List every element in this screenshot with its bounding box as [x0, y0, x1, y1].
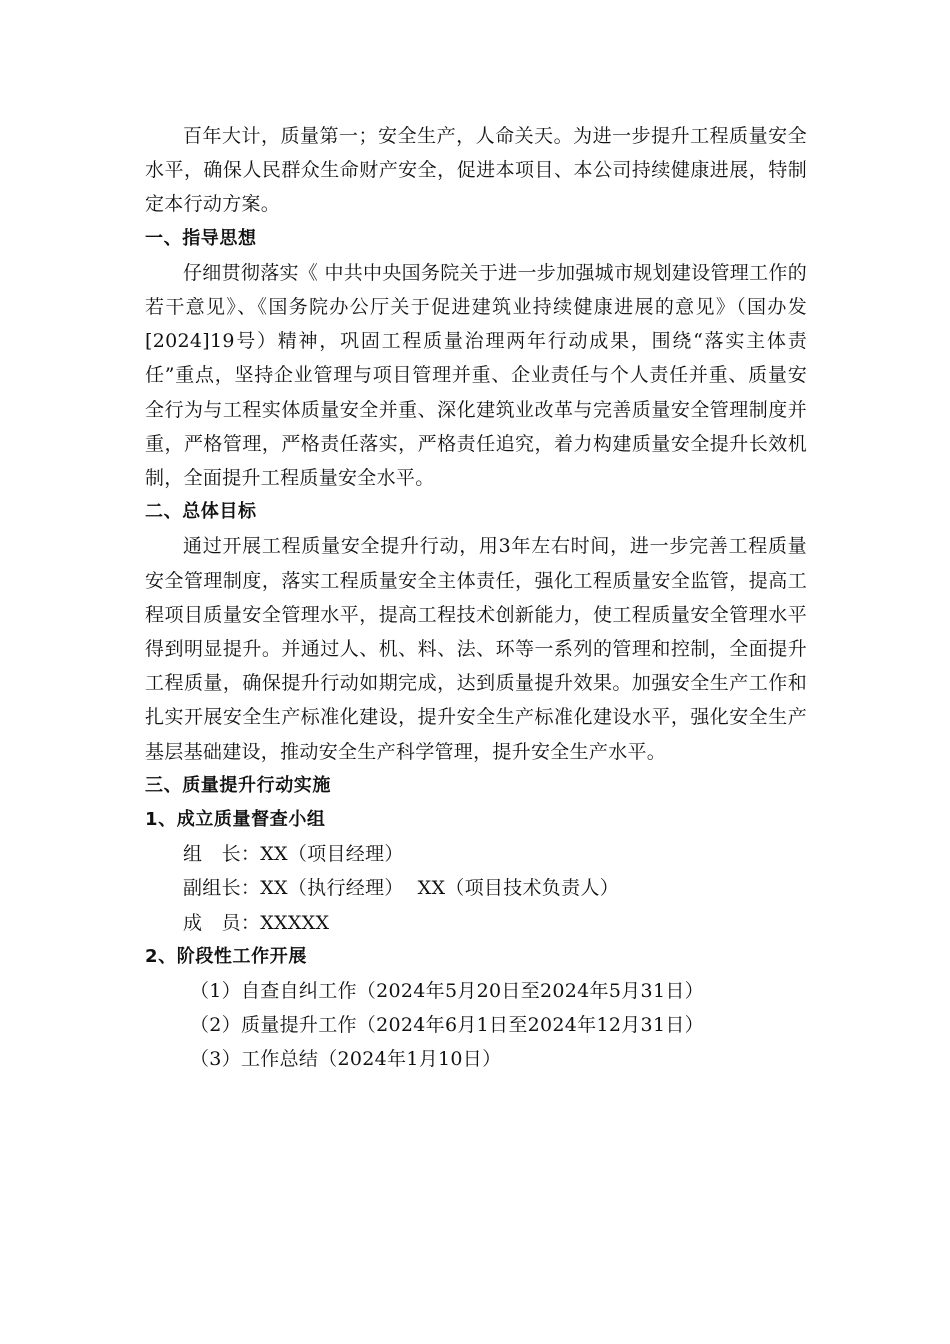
subsection-heading-inspection-group: 1、成立质量督查小组 [145, 809, 326, 831]
deputy-leader-secondary: XX（项目技术负责人） [417, 877, 620, 900]
phase-item-self-check: （1）自查自纠工作（2024年5月20日至2024年5月31日） [190, 980, 704, 1003]
subsection-heading-phased-work: 2、阶段性工作开展 [145, 945, 307, 967]
section-heading-implementation: 三、质量提升行动实施 [145, 774, 331, 796]
document-page [145, 119, 807, 1077]
phase-item-summary: （3）工作总结（2024年1月10日） [190, 1048, 502, 1071]
overall-goals-paragraph: 通过开展工程质量安全提升行动，用3年左右时间，进一步完善工程质量安全管理制度，落实工程质量安全主体责任，强化工程质量安全监管，提高工程项目质量安全管理水平，提高工程技术创新能力，使工程质量安全管理水平得到明显提升。并通过人、机、料、法、环等一系列的管理和控制，全面提升工程质量，确保提升行动如期完成，达到质量提升效果。加强安全生产工作和扎实开展安全生产标准化建设，提升安全生产标准化建设水平，强化安全生产基层基础建设，推动安全生产科学管理，提升安全生产水平。 [145, 535, 807, 763]
deputy-leader-primary: 副组长：XX（执行经理） [183, 877, 404, 900]
section-heading-overall-goals: 二、总体目标 [145, 501, 257, 523]
guiding-ideology-paragraph: 仔细贯彻落实《 中共中央国务院关于进一步加强城市规划建设管理工作的若干意见》、《国务院办公厅关于促进建筑业持续健康进展的意见》（国办发[2024]19号）精神，巩固工程质量治理两年行动成果，围绕“落实主体责任”重点，坚持企业管理与项目管理并重、企业责任与个人责任并重、质量安全行为与工程实体质量安全并重、深化建筑业改革与完善质量安全管理制度并重，严格管理，严格责任落实，严格责任追究，着力构建质量安全提升长效机制，全面提升工程质量安全水平。 [145, 261, 807, 490]
section-heading-guiding-ideology: 一、指导思想 [145, 227, 257, 249]
phase-item-quality-improvement: （2）质量提升工作（2024年6月1日至2024年12月31日） [190, 1014, 704, 1037]
group-leader-line: 组 长：XX（项目经理） [183, 843, 404, 866]
deputy-leader-line [145, 871, 807, 905]
members-line: 成 员：XXXXX [183, 911, 330, 934]
intro-paragraph: 百年大计，质量第一；安全生产，人命关天。为进一步提升工程质量安全水平，确保人民群众生命财产安全，促进本项目、本公司持续健康进展，特制定本行动方案。 [145, 125, 807, 216]
